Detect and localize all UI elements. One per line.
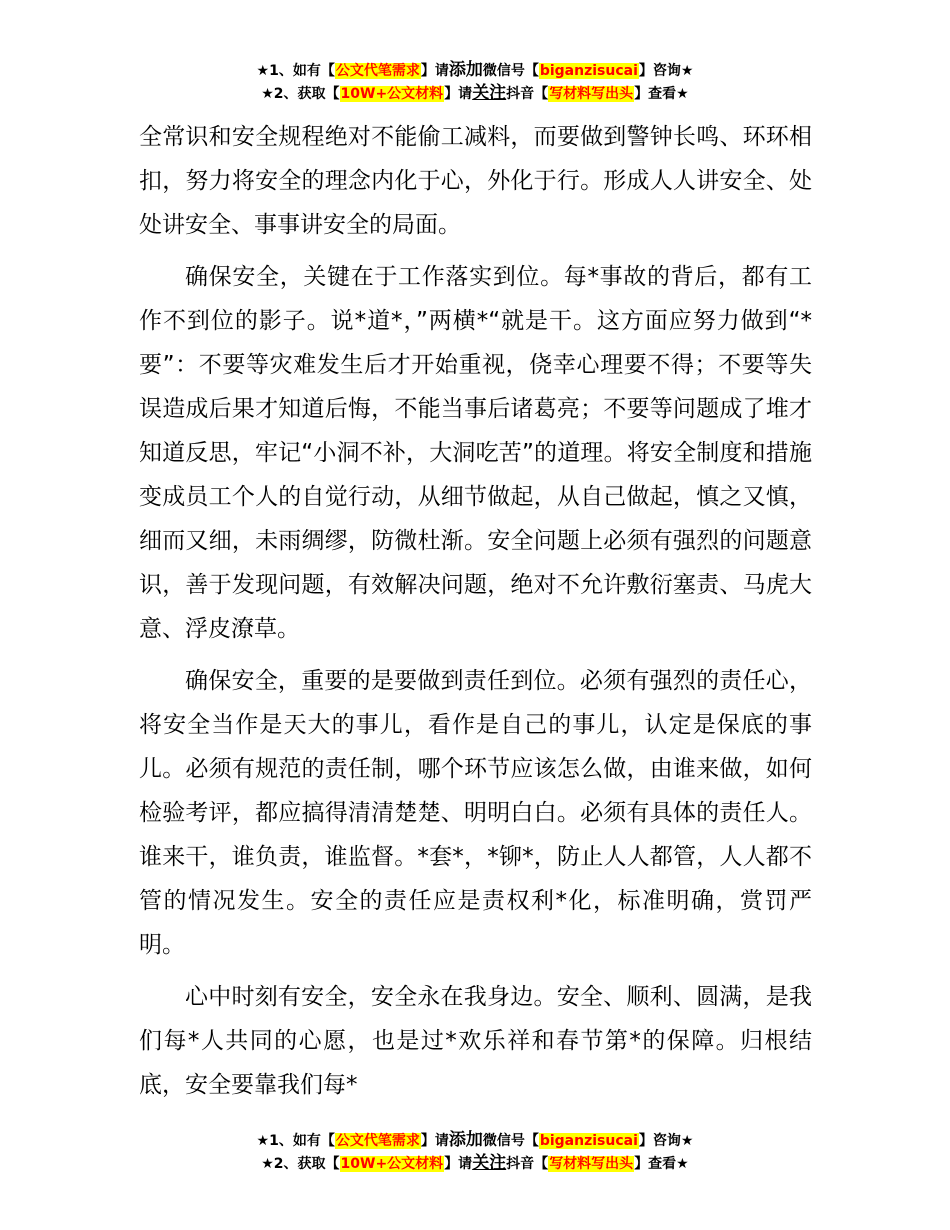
paragraph-3: 确保安全，重要的是要做到责任到位。必须有强烈的责任心，将安全当作是天大的事儿，看作是自己的事儿，认定是保底的事儿。必须有规范的责任制，哪个环节应该怎么做，由谁来做，如何检验考评，都应搞得清清楚楚、明明白白。必须有具体的责任人。谁来干，谁负责，谁监督。*套*，*铆*，防止人人都管，人人都不管的情况发生。安全的责任应是责权利*化，标准明确，赏罚严明。: [139, 668, 812, 958]
header-banner: [0, 59, 950, 105]
document-body: [139, 115, 812, 1115]
footer-line-1-suffix: 】咨询★: [638, 1133, 694, 1149]
footer-line-1-emphasis: 添加: [448, 1130, 483, 1150]
footer-highlight-douyin: 写材料写出头: [549, 1156, 634, 1172]
footer-line-2-mid2: 抖音【: [506, 1156, 549, 1172]
header-line-1-mid: 】请: [420, 63, 449, 79]
footer-line-2-mid: 】请: [444, 1156, 473, 1172]
paragraph-4: 心中时刻有安全，安全永在我身边。安全、顺利、圆满，是我们每*人共同的心愿，也是过*欢乐祥和春节第*的保障。归根结底，安全要靠我们每*: [139, 984, 812, 1098]
footer-line-1-mid2: 微信号【: [482, 1133, 539, 1149]
header-line-2-emphasis: 关注: [472, 83, 507, 103]
header-line-1-emphasis: 添加: [448, 60, 483, 80]
paragraph-1: 全常识和安全规程绝对不能偷工减料，而要做到警钟长鸣、环环相扣，努力将安全的理念内化于心，外化于行。形成人人讲安全、处处讲安全、事事讲安全的局面。: [139, 124, 812, 238]
header-line-1: [0, 59, 950, 82]
footer-line-1-prefix: ★1、如有【: [256, 1133, 335, 1149]
footer-banner: [0, 1129, 950, 1175]
header-highlight-materials: 10W+公文材料: [340, 86, 444, 102]
footer-line-2-emphasis: 关注: [472, 1153, 507, 1173]
footer-line-1-mid: 】请: [420, 1133, 449, 1149]
header-line-2-mid: 】请: [444, 86, 473, 102]
paragraph-2: 确保安全，关键在于工作落实到位。每*事故的背后，都有工作不到位的影子。说*道*，”两横*“就是干。这方面应努力做到“*要”：不要等灾难发生后才开始重视，侥幸心理要不得；不要等失误造成后果才知道后悔，不能当事后诸葛亮；不要等问题成了堆才知道反思，牢记“小洞不补，大洞吃苦”的道理。将安全制度和措施变成员工个人的自觉行动，从细节做起，从自己做起，慎之又慎，细而又细，未雨绸缪，防微杜渐。安全问题上必须有强烈的问题意识，善于发现问题，有效解决问题，绝对不允许敷衍塞责、马虎大意、浮皮潦草。: [139, 264, 812, 642]
footer-highlight-wechat: biganzisucai: [539, 1133, 638, 1149]
header-line-2-suffix: 】查看★: [634, 86, 689, 102]
header-highlight-douyin: 写材料写出头: [549, 86, 634, 102]
header-line-1-suffix: 】咨询★: [638, 63, 694, 79]
footer-line-2-suffix: 】查看★: [634, 1156, 689, 1172]
header-line-2-prefix: ★2、获取【: [261, 86, 340, 102]
footer-highlight-materials: 10W+公文材料: [340, 1156, 444, 1172]
header-line-2: [0, 82, 950, 105]
header-line-1-mid2: 微信号【: [482, 63, 539, 79]
header-line-2-mid2: 抖音【: [506, 86, 549, 102]
footer-line-2: [0, 1152, 950, 1175]
footer-line-2-prefix: ★2、获取【: [261, 1156, 340, 1172]
footer-highlight-service: 公文代笔需求: [335, 1133, 420, 1149]
header-line-1-prefix: ★1、如有【: [256, 63, 335, 79]
header-highlight-wechat: biganzisucai: [539, 63, 638, 79]
header-highlight-service: 公文代笔需求: [335, 63, 420, 79]
footer-line-1: [0, 1129, 950, 1152]
